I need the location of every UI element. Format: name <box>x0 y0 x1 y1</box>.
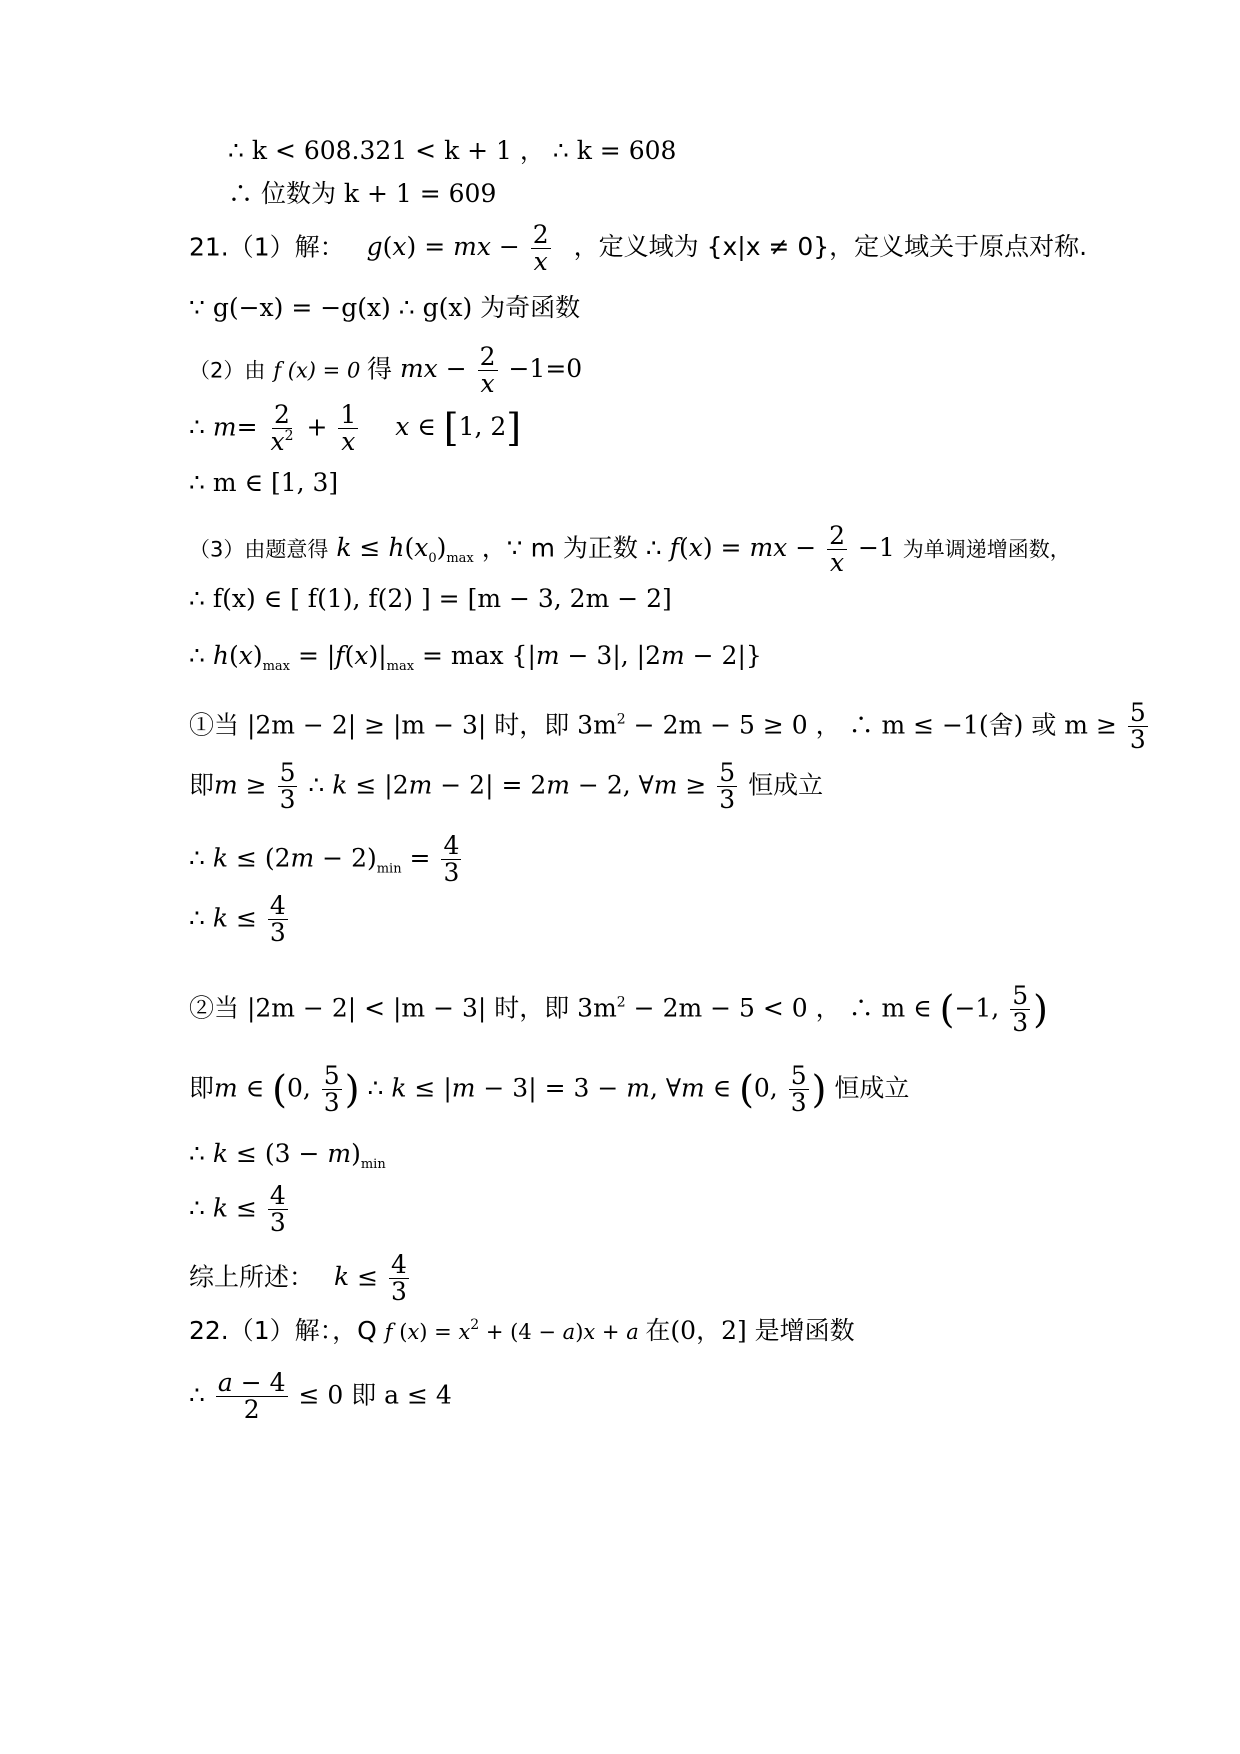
line-21-1 <box>189 222 1087 276</box>
line-22-ineq: ∴ $\frac{a - 4}{2}$ ≤ 0 即 a ≤ 4 <box>189 1368 452 1425</box>
line-f-range <box>189 586 672 611</box>
eq-f-zero: f (x) = 0 <box>273 358 367 383</box>
line-21-2 <box>189 344 582 398</box>
line-k-bound <box>228 138 676 163</box>
line-odd-function <box>189 295 580 320</box>
text-summary: 综上所述： <box>189 1262 315 1292</box>
line-case2-min: ∴ $k \le (3 - m)_{min}$ <box>189 1139 386 1172</box>
text-case2-head: ②当 |2m − 2| < |m − 3| 时，即 3m <box>189 993 617 1023</box>
text-odd-function: ∵ g(−x) = −g(x) ∴ g(x) 为奇函数 <box>189 293 581 322</box>
frac-2-over-x: $\frac{2}{x}$ <box>532 220 549 277</box>
text-case2-tail: − 2m − 5 < 0 ， ∴ m ∈ <box>633 993 932 1023</box>
text-f-range: ∴ f(x) ∈ [ f(1), f(2) ] = [m − 3, 2m − 2] <box>189 584 672 613</box>
line-summary: 综上所述： k ≤ $\frac{4}{3}$ <box>189 1250 407 1307</box>
text-domain: ，定义域为 {x|x ≠ 0}，定义域关于原点对称. <box>573 232 1088 262</box>
eq-f-quadratic: f $(x) = x^2 + (4 - a)x + a$ <box>384 1317 639 1344</box>
line-h-max: ∴ $h(x)_{max} = |f(x)|_{max} = \max \{|m - 3|$, |2m − 2|} <box>189 641 762 674</box>
eq-mx-zero: mx − $\frac{2}{x}$ −1=0 <box>399 342 583 399</box>
line-case2-k: 即m ∈ (0, $\frac{5}{3}$ ) ∴ k ≤ |m − 3| = 3 − m, ∀m ∈ (0, $\frac{5}{3}$ ) 恒成立 <box>189 1061 910 1118</box>
line-case-1: ①当 |2m − 2| ≥ |m − 3| 时，即 $3m^2 - 2m - 5 \ge 0$ ， ∴ m ≤ −1(舍) 或 m ≥ $\frac{5}{3}$ <box>189 698 1146 755</box>
text-digits: ∴ 位数为 k + 1 = 609 <box>228 179 497 208</box>
line-case1-result: ∴ k ≤ $\frac{4}{3}$ <box>189 891 286 948</box>
text-case1-head: ①当 |2m − 2| ≥ |m − 3| 时，即 3m <box>189 710 617 740</box>
line-case1-min: ∴ $k \le (2m - 2)_{min}$ = $\frac{4}{3}$ <box>189 831 460 888</box>
frac-a-minus-4-over-2: $\frac{a - 4}{2}$ <box>217 1368 286 1425</box>
frac-5-over-3: $\frac{5}{3}$ <box>1129 698 1146 755</box>
text-case1-tail: − 2m − 5 ≥ 0 ， ∴ m ≤ −1(舍) 或 m ≥ <box>633 710 1117 740</box>
q22-part1-label: 22.（1）解：，Q <box>189 1316 377 1345</box>
text-de: 得 <box>367 354 393 384</box>
frac-2-over-x2: $\frac{2}{x^2}$ <box>270 400 294 457</box>
line-case-2: ②当 |2m − 2| < |m − 3| 时，即 $3m^2 - 2m - 5 < 0$ ， ∴ m ∈ (−1, $\frac{5}{3}$ ) <box>189 981 1048 1038</box>
q21-part1-label: 21.（1）解： <box>189 232 345 262</box>
text-m-positive: ，∵ m 为正数 ∴ <box>481 533 662 563</box>
line-22-1: 22.（1）解：，Q f $(x) = x^2 + (4 - a)x + a$ 在(0，2] 是增函数 <box>189 1316 855 1345</box>
line-digits <box>228 181 496 206</box>
text-a-le-4: ≤ 0 即 a ≤ 4 <box>298 1380 452 1410</box>
q21-part2-label: （2）由 <box>189 358 266 383</box>
line-case2-result: ∴ k ≤ $\frac{4}{3}$ <box>189 1181 286 1238</box>
line-21-3 <box>189 523 1071 577</box>
text-increasing-22: 是增函数 <box>754 1316 855 1345</box>
g-definition: g(x) = mx − $\frac{2}{x}$ <box>366 220 549 277</box>
q21-part3-label: （3）由题意得 <box>189 537 329 562</box>
line-m-range <box>189 470 338 495</box>
text-increasing: 为单调递增函数， <box>902 537 1071 562</box>
text-k-bound: ∴ k < 608.321 < k + 1 ， ∴ k = 608 <box>228 136 677 165</box>
line-case1-k: 即m ≥ $\frac{5}{3}$ ∴ k ≤ |2m − 2| = 2m − 2, ∀m ≥ $\frac{5}{3}$ 恒成立 <box>189 758 824 815</box>
frac-1-over-x: $\frac{1}{x}$ <box>340 400 357 457</box>
line-m-expression: ∴ m= $\frac{2}{x^2}$ + $\frac{1}{x}$ x ∈ [1, 2] <box>189 400 522 457</box>
text-m-range: ∴ m ∈ [1, 3] <box>189 468 339 497</box>
eq-f-increasing: f(x) = mx − $\frac{2}{x}$ −1 <box>669 521 903 578</box>
eq-k-le-hmax: $k \le h(x_0)_{max}$ <box>336 533 474 567</box>
